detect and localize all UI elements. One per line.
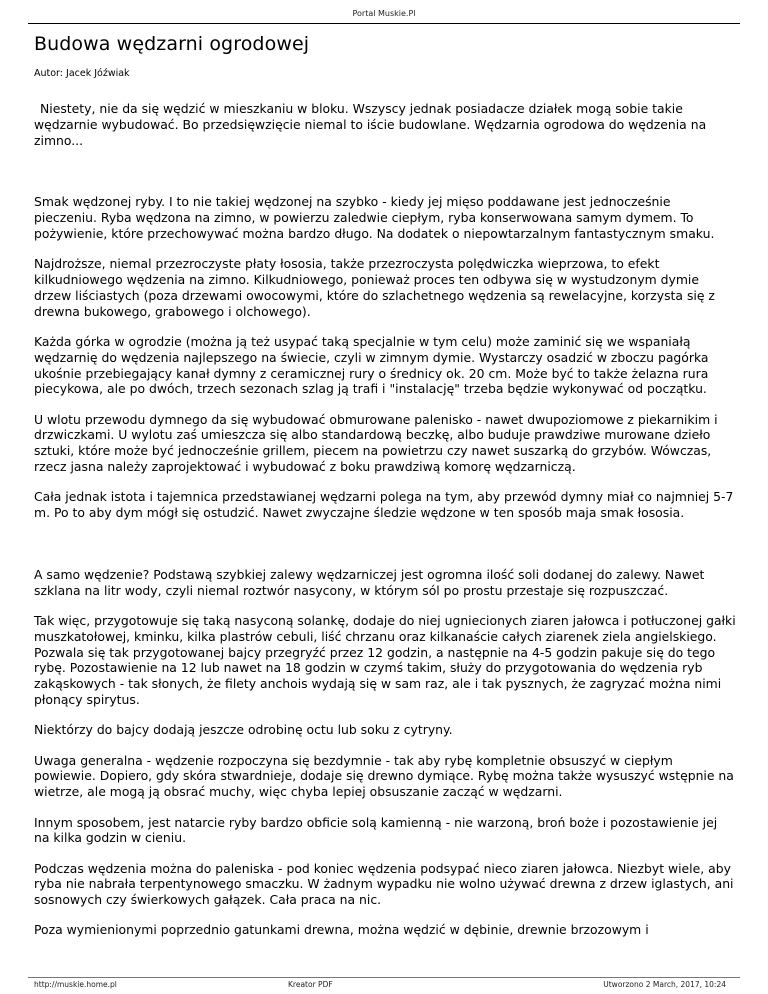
paragraph: Uwaga generalna - wędzenie rozpoczyna się bezdymnie - tak aby rybę kompletnie obsuszyć w ciepłym powiewie. Dopiero, gdy skóra stwardnieje, dodaje się drewno dymiące. Rybę można także wysuszyć wstępnie na wietrze, ale mogą ją obsrać muchy, więc chyba lepiej obsuszanie zacząć w wędzarni. [34, 752, 734, 800]
paragraph: Podczas wędzenia można do paleniska - pod koniec wędzenia podsypać nieco ziaren jałowca. Niezbyt wiele, aby ryba nie nabrała terpentynowego smaczku. W żadnym wypadku nie wolno używać drewna z drzew iglastych, ani sosnowych czy świerkowych gałązek. Cała praca na nic. [34, 860, 734, 908]
paragraph: Smak wędzonej ryby. I to nie takiej wędzonej na szybko - kiedy jej mięso poddawane jest jednocześnie pieczeniu. Ryba wędzona na zimno, w powierzu zaledwie ciepłym, ryba konserwowana samym dymem. To pożywienie, które przechowywać można bardzo długo. Na dodatek o niepowtarzalnym fantastycznym smaku. [34, 194, 715, 241]
paragraph: Poza wymienionymi poprzednio gatunkami drewna, można wędzić w dębinie, drewnie brzozowym i [34, 922, 649, 938]
paragraph: Cała jednak istota i tajemnica przedstawianej wędzarni polega na tym, aby przewód dymny miał co najmniej 5-7 m. Po to aby dym mógł się ostudzić. Nawet zwyczajne śledzie wędzone w ten sposób maja smak łososia. [34, 489, 734, 521]
header-divider [28, 23, 740, 24]
paragraph: Każda górka w ogrodzie (można ją też usypać taką specjalnie w tym celu) może zaminić się we wspaniałą wędzarnię do wędzenia najlepszego na świecie, czyli w zimnym dymie. Wystarczy osadzić w zboczu pagórka ukośnie przebiegający kanał dymny z ceramicznej rury o średnicy ok. 20 cm. Może być to także żelazna rura piecykowa, ale po dwóch, trzech sezonach szlag ją trafi i "instalację" trzeba będzie wykonywać od początku. [34, 333, 709, 397]
article-author: Autor: Jacek Jóźwiak [34, 68, 130, 79]
paragraph: Innym sposobem, jest natarcie ryby bardzo obficie solą kamienną - nie warzoną, broń boże i pozostawienie jej na kilka godzin w cieniu. [34, 814, 718, 846]
article-title: Budowa wędzarni ogrodowej [34, 33, 310, 55]
paragraph: Tak więc, przygotowuje się taką nasyconą solankę, dodaje do niej ugniecionych ziaren jałowca i potłuczonej gałki muszkatołowej, kminku, kilka plastrów cebuli, liść chrzanu oraz kilkanaście całych ziarenek ziela angielskiego. Pozwala się tak przygotowanej bajcy przegryźć przez 12 godzin, a następnie na 4-5 godzin pakuje się do tego rybę. Pozostawienie na 12 lub nawet na 18 godzin w czymś takim, służy do przygotowania do wędzenia ryb zakąskowych - tak słonych, że filety anchois wydają się w sam raz, ale i tak pysznych, że zagryzać można nimi płonący spirytus. [34, 613, 736, 708]
footer-divider [28, 977, 740, 978]
footer-url-link[interactable]: http://muskie.home.pl [34, 980, 117, 989]
paragraph: U wlotu przewodu dymnego da się wybudować obmurowane palenisko - nawet dwupoziomowe z piekarnikim i drzwiczkami. U wylotu zaś umieszcza się albo standardową beczkę, albo buduje prawdziwe murowane dzieło sztuki, które może być jednocześnie grillem, piecem na powietrzu czy nawet suszarką do grzybów. Wówczas, rzecz jasna należy zaprojektować i wybudować z boku prawdziwą komorę wędzarniczą. [34, 411, 718, 475]
site-header: Portal Muskie.Pl [352, 9, 416, 18]
article-body [34, 101, 736, 953]
paragraph: A samo wędzenie? Podstawą szybkiej zalewy wędzarniczej jest ogromna ilość soli dodanej do zalewy. Nawet szklana na litr wody, czyli niemal roztwór nasycony, w którym sól po prostu przestaje się rozpuszczać. [34, 566, 705, 598]
paragraph: Niektórzy do bajcy dodają jeszcze odrobinę octu lub soku z cytryny. [34, 722, 453, 738]
footer-created-date: Utworzono 2 March, 2017, 10:24 [603, 980, 726, 989]
intro-paragraph: Niestety, nie da się wędzić w mieszkaniu w bloku. Wszyscy jednak posiadacze działek mogą sobie takie wędzarnie wybudować. Bo przedsięwzięcie niemal to iście budowlane. Wędzarnia ogrodowa do wędzenia na zimno... [34, 101, 707, 148]
paragraph: Najdroższe, niemal przezroczyste płaty łososia, także przezroczysta polędwiczka wieprzowa, to efekt kilkudniowego wędzenia na zimno. Kilkudniowego, ponieważ proces ten odbywa się w wystudzonym dymie drzew liściastych (poza drzewami owocowymi, które do szlachetnego wędzenia są rewelacyjne, korzysta się z drewna bukowego, grabowego i olchowego). [34, 256, 715, 319]
footer-generator: Kreator PDF [288, 980, 333, 989]
